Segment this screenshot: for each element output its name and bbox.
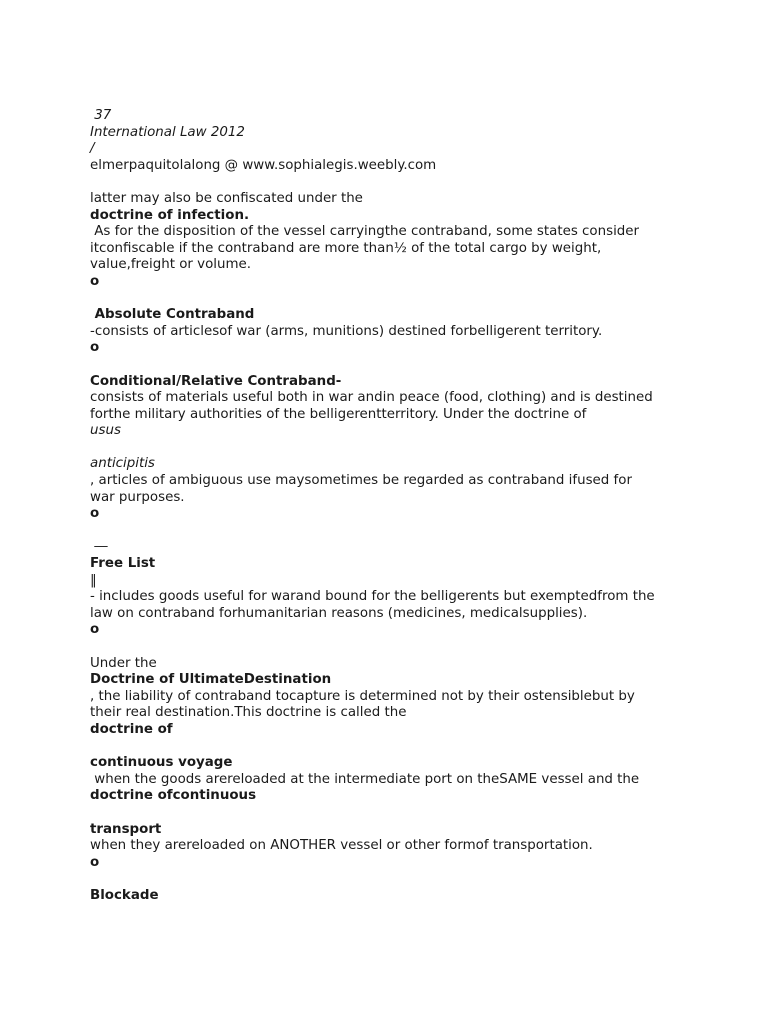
spacer [90, 440, 690, 457]
italic-term: anticipitis [90, 456, 155, 472]
document-page [90, 108, 690, 905]
bold-term: doctrine ofcontinuous [90, 788, 257, 804]
bold-term: continuous voyage [90, 755, 233, 771]
paragraph-line: war purposes. [90, 489, 185, 505]
bold-term: doctrine of [90, 721, 173, 737]
spacer [90, 639, 690, 656]
paragraph-line: As for the disposition of the vessel carryingthe contraband, some states consider [90, 224, 640, 240]
spacer [90, 805, 690, 822]
author-line: elmerpaquitolalong @ www.sophialegis.weebly.com [90, 157, 437, 173]
section-heading: Conditional/Relative Contraband- [90, 373, 342, 389]
bullet-marker: o [90, 854, 100, 870]
section-heading: Blockade [90, 887, 159, 903]
spacer [90, 291, 690, 308]
paragraph-line: itconfiscable if the contraband are more than½ of the total cargo by weight, [90, 240, 602, 256]
italic-term: usus [90, 423, 121, 439]
bullet-marker: o [90, 622, 100, 638]
paragraph-line: -consists of articlesof war (arms, munitions) destined forbelligerent territory. [90, 323, 603, 339]
spacer [90, 871, 690, 888]
spacer [90, 357, 690, 374]
title-slash: / [90, 141, 95, 157]
paragraph-line: consists of materials useful both in war andin peace (food, clothing) and is destined [90, 390, 653, 406]
document-title: International Law 2012 [90, 124, 245, 140]
page-number: 37 [90, 108, 112, 123]
bold-term: transport [90, 821, 162, 837]
paragraph-line: their real destination.This doctrine is called the [90, 705, 407, 721]
section-heading: Absolute Contraband [90, 307, 255, 323]
paragraph-line: law on contraband forhumanitarian reasons (medicines, medicalsupplies). [90, 605, 588, 621]
quote-mark: ‖ [90, 572, 97, 588]
paragraph-line: when the goods arereloaded at the intermediate port on theSAME vessel and the [90, 771, 640, 787]
bullet-marker: o [90, 273, 100, 289]
section-heading: Free List [90, 556, 156, 572]
spacer [90, 523, 690, 540]
spacer [90, 174, 690, 191]
spacer [90, 739, 690, 756]
paragraph-line: , articles of ambiguous use maysometimes be regarded as contraband ifused for [90, 473, 632, 489]
bullet-marker: o [90, 506, 100, 522]
bold-term: Doctrine of UltimateDestination [90, 672, 332, 688]
bullet-marker: o [90, 340, 100, 356]
paragraph-line: value,freight or volume. [90, 257, 252, 273]
paragraph-line: Under the [90, 655, 157, 671]
dash-marker: ― [90, 539, 108, 555]
paragraph-line: - includes goods useful for warand bound for the belligerents but exemptedfrom the [90, 589, 655, 605]
paragraph-line: forthe military authorities of the belligerentterritory. Under the doctrine of [90, 406, 587, 422]
paragraph-line: latter may also be confiscated under the [90, 190, 363, 206]
paragraph-line: , the liability of contraband tocapture is determined not by their ostensiblebut by [90, 688, 635, 704]
bold-term: doctrine of infection. [90, 207, 250, 223]
paragraph-line: when they arereloaded on ANOTHER vessel or other formof transportation. [90, 838, 593, 854]
